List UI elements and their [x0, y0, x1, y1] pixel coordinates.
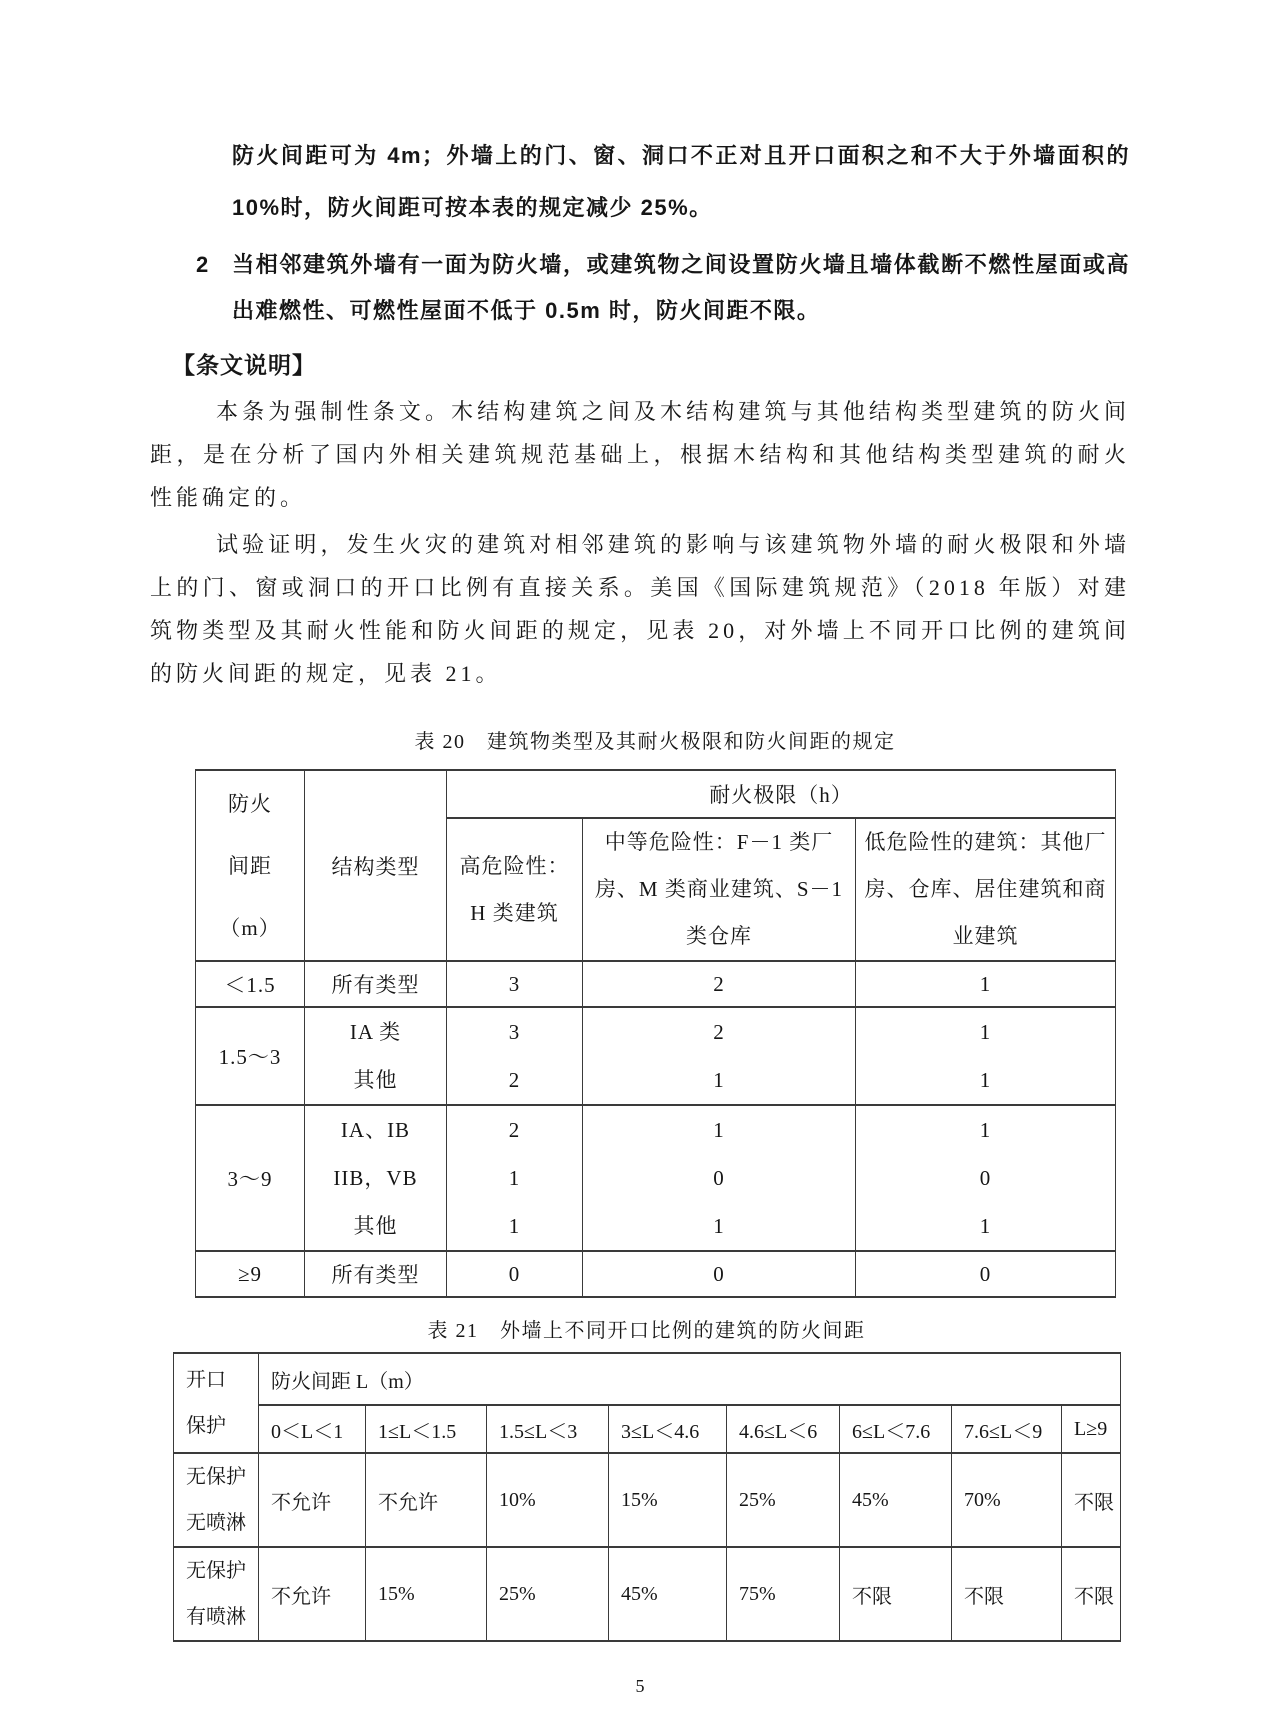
t21-cell: 75% [727, 1547, 840, 1641]
cell-line: 3 [508, 1020, 521, 1044]
cell-line: 开口 [186, 1369, 226, 1391]
t20-cell: ≥9 [196, 1251, 305, 1297]
t21-cell: 25% [487, 1547, 609, 1641]
t20-cell [856, 1007, 1116, 1105]
cell-line: 1 [713, 1118, 725, 1142]
t21-range-header: 0＜L＜1 [259, 1405, 366, 1453]
t21-cell: 45% [609, 1547, 727, 1641]
t21-corner-opening-protection [174, 1353, 259, 1453]
item2-number: 2 [196, 252, 209, 277]
table-row [196, 1007, 1116, 1105]
cell-line: 无保护 [186, 1466, 246, 1488]
cell-line: 0 [979, 1166, 992, 1190]
t21-cell: 不限 [840, 1547, 952, 1641]
cell-line: 1 [979, 1068, 992, 1092]
t20-header-structure-type: 结构类型 [305, 770, 447, 961]
cell-line: 1 [979, 1020, 992, 1044]
t21-row-label [174, 1453, 259, 1547]
t21-range-header: 4.6≤L＜6 [727, 1405, 840, 1453]
cell-line: 0 [713, 1166, 725, 1190]
t20-cell [305, 1105, 447, 1251]
cell-line: 类仓库 [686, 924, 752, 948]
table21-caption: 表 21 外墙上不同开口比例的建筑的防火间距 [427, 1320, 866, 1342]
table-row [196, 961, 1116, 1007]
cell-line: 房、仓库、居住建筑和商 [864, 877, 1107, 901]
cell-line: 2 [508, 1118, 521, 1142]
item2 [150, 242, 1130, 334]
item1-continuation: 防火间距可为 4m；外墙上的门、窗、洞口不正对且开口面积之和不大于外墙面积的 10%时，防火间距可按本表的规定减少 25%。 [232, 143, 1130, 220]
t21-cell: 不限 [1062, 1547, 1121, 1641]
cell-line: IA、IB [340, 1118, 411, 1142]
t20-cell [583, 1105, 856, 1251]
t21-cell: 不允许 [259, 1547, 366, 1641]
t20-cell: 0 [856, 1251, 1116, 1297]
t20-cell [305, 1007, 447, 1105]
cell-line: 1 [713, 1214, 725, 1238]
explanation-paragraph-2: 试验证明，发生火灾的建筑对相邻建筑的影响与该建筑物外墙的耐火极限和外墙上的门、窗或洞口的开口比例有直接关系。美国《国际建筑规范》（2018 年版）对建筑物类型及其耐火性能和防火间距的规定，见表 20，对外墙上不同开口比例的建筑间的防火间距的规定，见表 21。 [150, 532, 1130, 686]
cell-line: 1 [508, 1166, 521, 1190]
t20-cell: ＜1.5 [196, 961, 305, 1007]
cell-line: IIB，VB [333, 1166, 418, 1190]
t20-cell: 所有类型 [305, 961, 447, 1007]
t20-header-fire-resistance: 耐火极限（h） [447, 770, 1116, 818]
table-row [196, 1251, 1116, 1297]
t21-range-header: 1.5≤L＜3 [487, 1405, 609, 1453]
t20-cell: 1 [856, 961, 1116, 1007]
cell-line: 其他 [353, 1068, 398, 1092]
cell-line: IA 类 [349, 1020, 402, 1044]
t20-cell: 所有类型 [305, 1251, 447, 1297]
t20-cell: 1.5～3 [196, 1007, 305, 1105]
t20-cell [447, 1007, 583, 1105]
cell-line: H 类建筑 [470, 900, 559, 925]
t20-subheader-low [856, 818, 1116, 961]
cell-line: 高危险性： [459, 853, 570, 878]
t20-header-distance [196, 770, 305, 961]
t21-range-header: 7.6≤L＜9 [952, 1405, 1062, 1453]
t21-row-label [174, 1547, 259, 1641]
cell-line: 保护 [186, 1415, 226, 1437]
page-number: 5 [635, 1676, 645, 1696]
table20 [195, 769, 1116, 1298]
item2-text: 当相邻建筑外墙有一面为防火墙，或建筑物之间设置防火墙且墙体截断不燃性屋面或高出难燃性、可燃性屋面不低于 0.5m 时，防火间距不限。 [232, 252, 1130, 323]
cell-line: 低危险性的建筑：其他厂 [864, 830, 1107, 854]
section-label-explanation: 【条文说明】 [172, 352, 316, 378]
cell-line: （m） [219, 915, 281, 940]
t20-subheader-high [447, 818, 583, 961]
t20-cell: 2 [583, 961, 856, 1007]
cell-line: 1 [508, 1214, 521, 1238]
t21-cell: 不限 [952, 1547, 1062, 1641]
cell-line: 1 [979, 1214, 992, 1238]
cell-line: 无保护 [186, 1560, 246, 1582]
t20-cell [447, 1105, 583, 1251]
t21-cell: 25% [727, 1453, 840, 1547]
cell-line: 业建筑 [952, 924, 1019, 948]
cell-line: 无喷淋 [186, 1512, 246, 1534]
t21-cell: 不允许 [366, 1453, 487, 1547]
t20-subheader-medium [583, 818, 856, 961]
cell-line: 房、M 类商业建筑、S－1 [594, 877, 844, 901]
t20-cell: 3～9 [196, 1105, 305, 1251]
t20-cell [856, 1105, 1116, 1251]
t20-cell: 0 [447, 1251, 583, 1297]
table-row [174, 1547, 1121, 1641]
cell-line: 1 [979, 1118, 992, 1142]
t21-range-header: L≥9 [1062, 1405, 1121, 1453]
cell-line: 1 [713, 1068, 725, 1092]
t21-header-separation: 防火间距 L（m） [259, 1353, 1121, 1405]
t21-cell: 不允许 [259, 1453, 366, 1547]
table20-caption: 表 20 建筑物类型及其耐火极限和防火间距的规定 [414, 731, 896, 753]
t20-cell: 3 [447, 961, 583, 1007]
t21-range-header: 3≤L＜4.6 [609, 1405, 727, 1453]
t20-cell: 0 [583, 1251, 856, 1297]
t21-cell: 15% [609, 1453, 727, 1547]
cell-line: 2 [713, 1020, 725, 1044]
t21-cell: 不限 [1062, 1453, 1121, 1547]
t21-range-header: 1≤L＜1.5 [366, 1405, 487, 1453]
t21-range-header: 6≤L＜7.6 [840, 1405, 952, 1453]
t21-cell: 10% [487, 1453, 609, 1547]
t21-cell: 15% [366, 1547, 487, 1641]
table21 [173, 1352, 1121, 1642]
t21-cell: 70% [952, 1453, 1062, 1547]
cell-line: 2 [508, 1068, 521, 1092]
cell-line: 中等危险性：F－1 类厂 [604, 830, 834, 854]
t20-cell [583, 1007, 856, 1105]
cell-line: 有喷淋 [186, 1606, 246, 1628]
t21-cell: 45% [840, 1453, 952, 1547]
explanation-paragraph-1: 本条为强制性条文。木结构建筑之间及木结构建筑与其他结构类型建筑的防火间距，是在分析了国内外相关建筑规范基础上，根据木结构和其他结构类型建筑的耐火性能确定的。 [150, 399, 1130, 510]
table-row [174, 1453, 1121, 1547]
cell-line: 间距 [228, 853, 272, 878]
table-row [196, 1105, 1116, 1251]
cell-line: 防火 [228, 791, 272, 816]
cell-line: 其他 [353, 1214, 398, 1238]
